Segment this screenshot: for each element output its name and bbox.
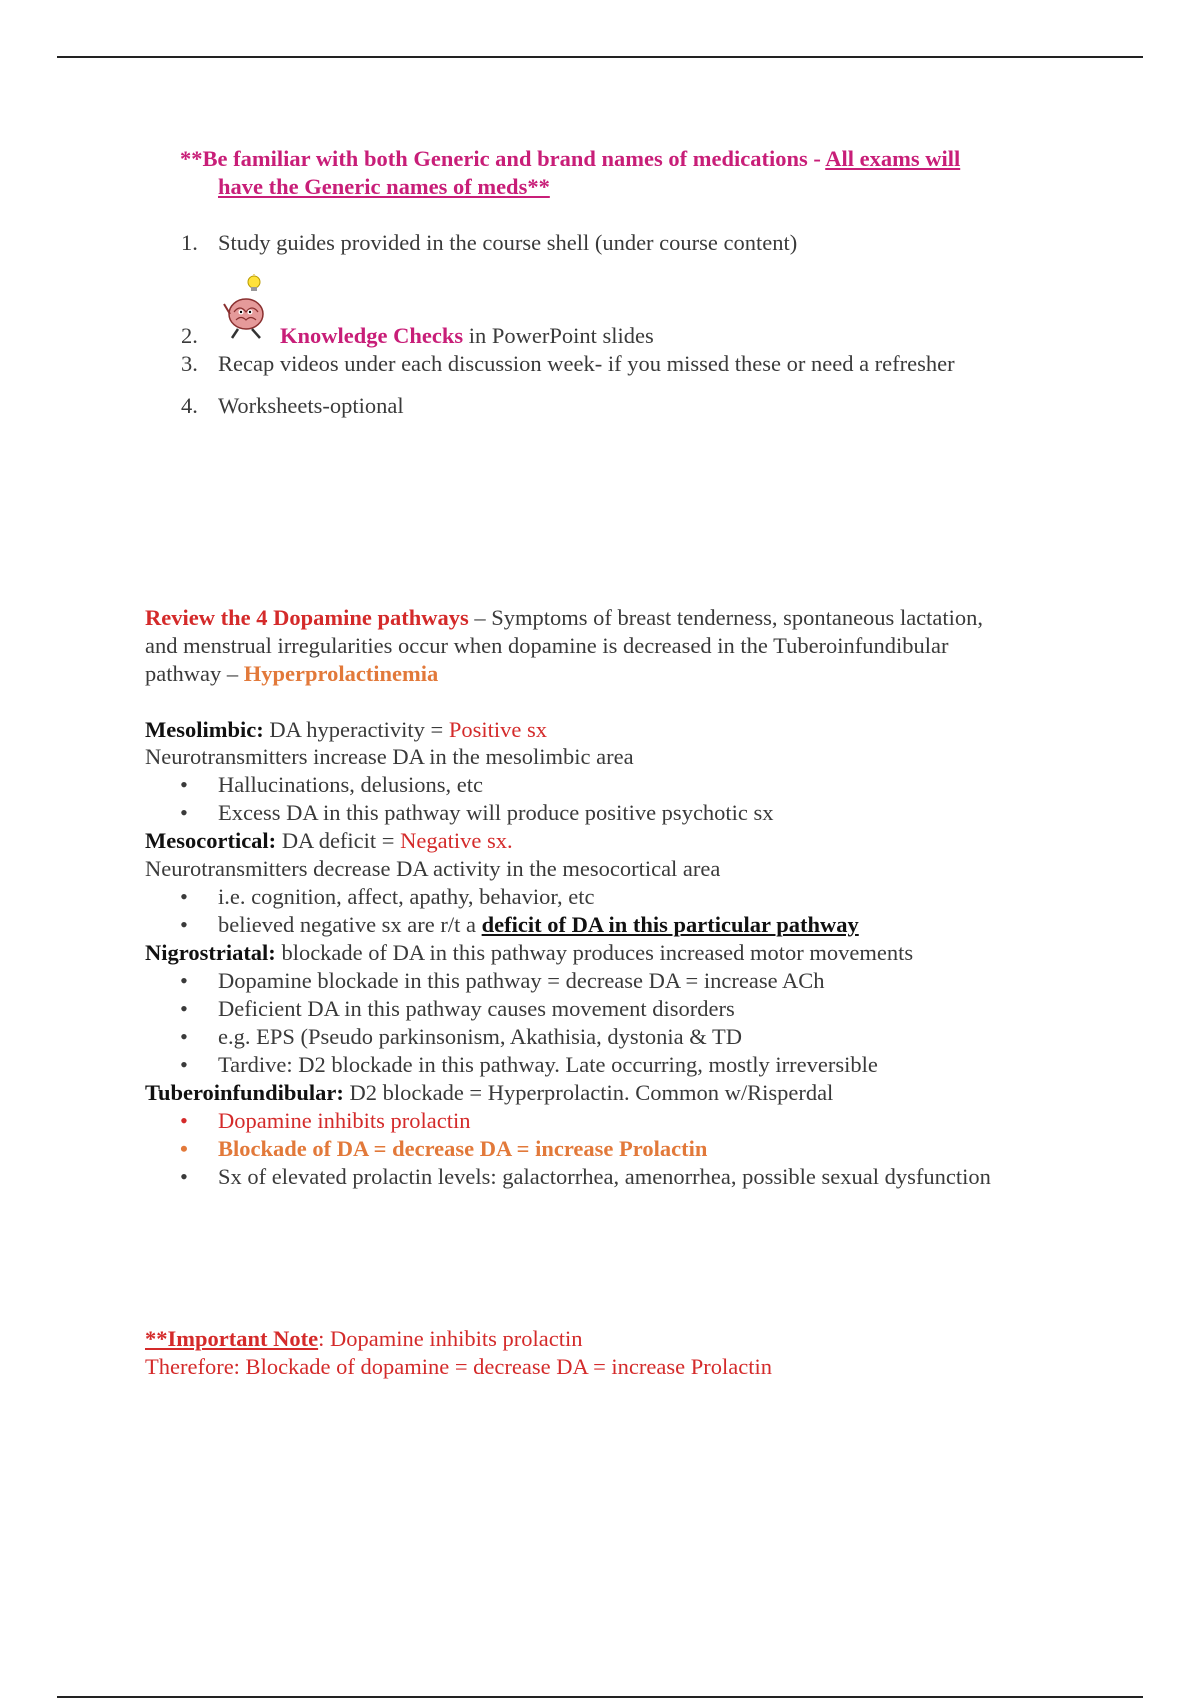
bullet-icon: •	[180, 996, 188, 1021]
bullet-icon: •	[180, 1136, 188, 1161]
bullet-text: believed negative sx are r/t a	[218, 912, 482, 937]
review-paragraph	[145, 604, 1085, 688]
list-item	[180, 1107, 470, 1135]
bullet-text: Sx of elevated prolactin levels: galactorrhea, amenorrhea, possible sexual dysfunction	[218, 1164, 991, 1189]
list-item: Worksheets-optional	[218, 393, 404, 418]
mesocortical-heading	[145, 827, 513, 855]
list-item	[180, 967, 824, 995]
bullet-text: Dopamine blockade in this pathway = decrease DA = increase ACh	[218, 968, 825, 993]
pathway-desc: blockade of DA in this pathway produces increased motor movements	[275, 940, 914, 965]
important-text: : Dopamine inhibits prolactin	[318, 1326, 583, 1351]
bullet-text: Deficient DA in this pathway causes movement disorders	[218, 996, 735, 1021]
important-note-line2: Therefore: Blockade of dopamine = decrease DA = increase Prolactin	[145, 1354, 772, 1379]
list-number: 2.	[181, 323, 198, 348]
list-number: 3.	[181, 351, 198, 376]
pathway-label: Mesolimbic:	[145, 717, 264, 742]
list-item	[180, 995, 735, 1023]
list-number: 1.	[181, 230, 198, 255]
bullet-text: Dopamine inhibits prolactin	[218, 1108, 471, 1133]
list-number: 4.	[181, 393, 198, 418]
bullet-icon: •	[180, 884, 188, 909]
mesolimbic-sub: Neurotransmitters increase DA in the mesolimbic area	[145, 744, 634, 769]
header-rule	[57, 56, 1143, 58]
bullet-text: i.e. cognition, affect, apathy, behavior, etc	[218, 884, 595, 909]
list-item-text: in PowerPoint slides	[463, 323, 654, 348]
bullet-icon: •	[180, 1024, 188, 1049]
knowledge-checks-label: Knowledge Checks	[280, 323, 464, 348]
bullet-icon: •	[180, 772, 188, 797]
hyperprolactinemia-label: Hyperprolactinemia	[243, 661, 439, 686]
bullet-text: Excess DA in this pathway will produce positive psychotic sx	[218, 800, 774, 825]
pathway-label: Mesocortical:	[145, 828, 277, 853]
important-note	[145, 1325, 582, 1353]
list-item	[180, 883, 594, 911]
tuberoinfundibular-heading	[145, 1079, 833, 1107]
notice-text: **Be familiar with both Generic and brand names of medications -	[180, 146, 826, 171]
pathway-label: Tuberoinfundibular:	[145, 1080, 344, 1105]
list-item	[180, 1163, 991, 1191]
footer-rule	[57, 1696, 1143, 1698]
notice-line2: have the Generic names of meds**	[218, 174, 550, 199]
list-item	[180, 771, 483, 799]
pathway-effect: Negative sx.	[400, 828, 513, 853]
review-text: – Symptoms of breast tenderness, spontaneous lactation,	[468, 605, 984, 630]
bullet-icon: •	[180, 1164, 188, 1189]
bullet-icon: •	[180, 1052, 188, 1077]
bullet-text: Hallucinations, delusions, etc	[218, 772, 483, 797]
exam-notice	[180, 145, 1080, 201]
list-item	[280, 322, 654, 350]
review-heading: Review the 4 Dopamine pathways	[145, 605, 469, 630]
mesolimbic-heading	[145, 716, 547, 744]
bullet-icon: •	[180, 968, 188, 993]
list-item: Study guides provided in the course shell (under course content)	[218, 230, 798, 255]
review-text: pathway –	[145, 661, 244, 686]
bullet-text: e.g. EPS (Pseudo parkinsonism, Akathisia, dystonia & TD	[218, 1024, 742, 1049]
list-item	[180, 1051, 878, 1079]
pathway-effect: Positive sx	[448, 717, 548, 742]
list-item	[180, 911, 859, 939]
nigrostriatal-heading	[145, 939, 913, 967]
list-item	[180, 799, 774, 827]
bullet-icon: •	[180, 1108, 188, 1133]
bullet-icon: •	[180, 912, 188, 937]
list-item: Recap videos under each discussion week- if you missed these or need a refresher	[218, 351, 955, 376]
pathway-label: Nigrostriatal:	[145, 940, 276, 965]
pathway-desc: D2 blockade = Hyperprolactin. Common w/Risperdal	[343, 1080, 834, 1105]
list-item	[180, 1135, 707, 1163]
bullet-icon: •	[180, 800, 188, 825]
mesocortical-sub: Neurotransmitters decrease DA activity in the mesocortical area	[145, 856, 721, 881]
bullet-emphasis: deficit of DA in this particular pathway	[481, 912, 859, 937]
pathway-desc: DA deficit =	[276, 828, 401, 853]
important-label: **Important Note	[145, 1326, 319, 1351]
pathway-desc: DA hyperactivity =	[263, 717, 449, 742]
list-item	[180, 1023, 742, 1051]
bullet-text: Blockade of DA = decrease DA = increase Prolactin	[218, 1136, 708, 1161]
review-text: and menstrual irregularities occur when dopamine is decreased in the Tuberoinfundibular	[145, 633, 949, 658]
notice-underlined: All exams will	[825, 146, 961, 171]
bullet-text: Tardive: D2 blockade in this pathway. Late occurring, mostly irreversible	[218, 1052, 878, 1077]
brain-lightbulb-icon	[222, 274, 272, 342]
